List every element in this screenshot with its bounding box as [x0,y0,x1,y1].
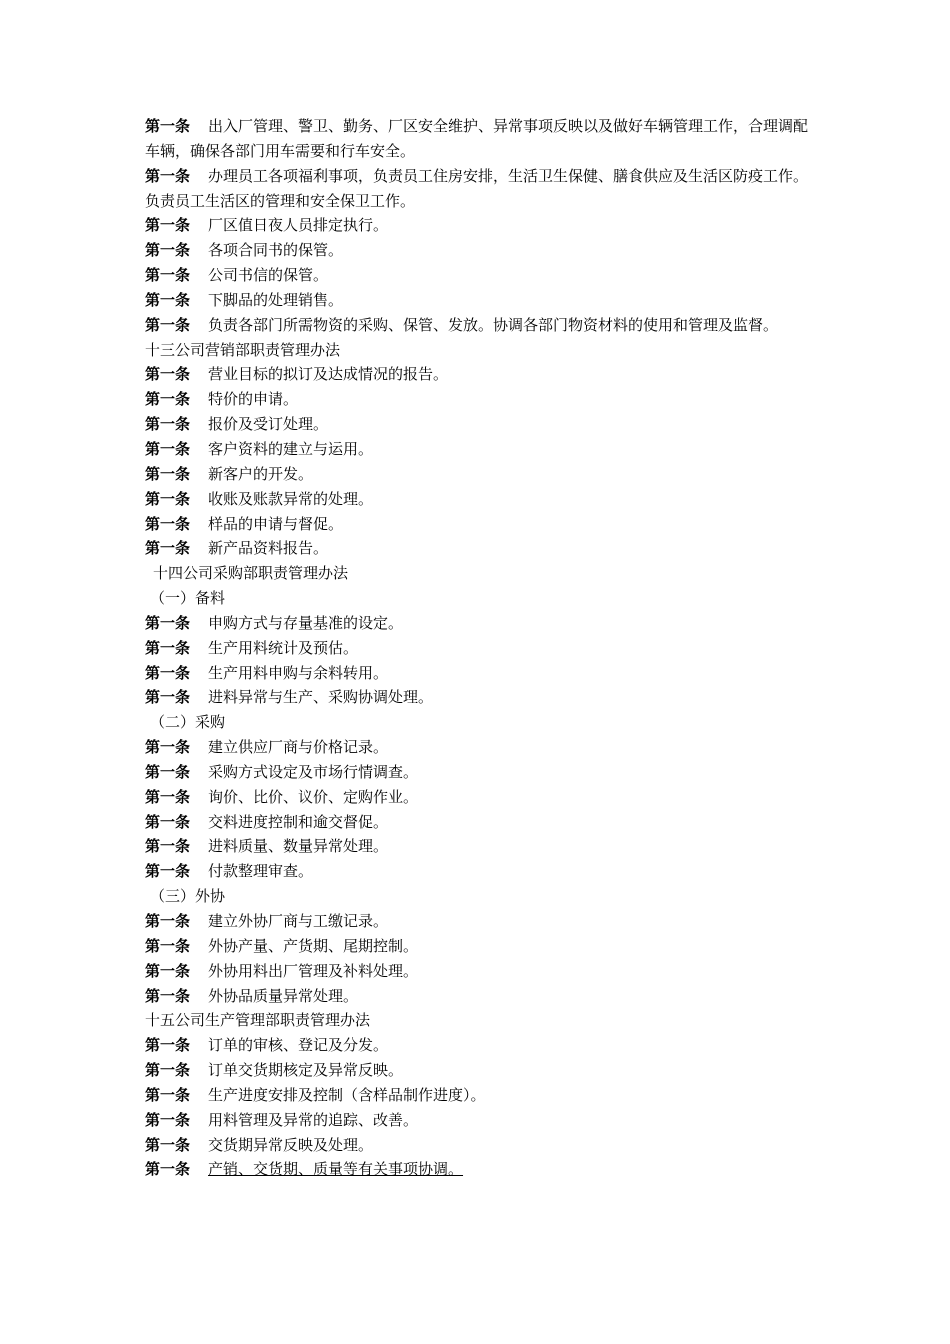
article-text: 负责各部门所需物资的采购、保管、发放。协调各部门物资材料的使用和管理及监督。 [208,315,779,334]
section-heading: 十三公司营销部职责管理办法 [145,340,341,359]
article-line [145,760,813,785]
article-label: 第一条 [145,539,191,558]
article-label: 第一条 [145,241,191,260]
article-label: 第一条 [145,117,191,135]
article-text: 客户资料的建立与运用。 [208,439,374,458]
article-line [145,412,813,437]
article-text: 样品的申请与督促。 [208,514,344,533]
article-text: 生产进度安排及控制（含样品制作进度）。 [208,1085,486,1104]
article-text: 交货期异常反映及处理。 [208,1135,374,1154]
article-text: 建立外协厂商与工缴记录。 [208,912,389,930]
article-line [145,1157,813,1182]
article-label: 第一条 [145,1085,191,1104]
article-label: 第一条 [145,1061,191,1080]
article-label: 第一条 [145,638,191,657]
article-label: 第一条 [145,688,191,707]
article-text: 建立供应厂商与价格记录。 [208,738,389,757]
article-line [145,1133,813,1158]
article-text: 出入厂管理、警卫、勤务、厂区安全维护、异常事项反映以及做好车辆管理工作，合理调配车辆，确保各部门用车需要和行车安全。 [145,117,809,160]
article-line [145,909,813,934]
article-paragraph [145,164,813,214]
article-line [145,288,813,313]
article-line [145,959,813,984]
article-label: 第一条 [145,489,191,508]
article-line [145,810,813,835]
article-text: 公司书信的保管。 [208,266,329,285]
article-text: 询价、比价、议价、定购作业。 [208,787,419,806]
article-line [145,1058,813,1083]
article-text: 外协产量、产货期、尾期控制。 [208,936,419,955]
article-label: 第一条 [145,936,191,955]
article-paragraph [145,114,813,164]
article-text: 外协品质量异常处理。 [208,986,359,1005]
article-line [145,785,813,810]
article-text: 产销、交货期、质量等有关事项协调。 [208,1160,464,1179]
article-line [145,1033,813,1058]
article-line [145,834,813,859]
article-line [145,362,813,387]
article-text: 生产用料统计及预估。 [208,638,359,657]
article-label: 第一条 [145,738,191,757]
article-label: 第一条 [145,464,191,483]
article-line [145,685,813,710]
article-line [145,437,813,462]
article-text: 订单交货期核定及异常反映。 [208,1061,404,1080]
article-text: 付款整理审查。 [208,862,314,881]
article-label: 第一条 [145,415,191,434]
article-line [145,238,813,263]
article-text: 特价的申请。 [208,390,299,409]
article-text: 收账及账款异常的处理。 [208,489,374,508]
article-label: 第一条 [145,1160,191,1179]
article-line [145,462,813,487]
article-label: 第一条 [145,166,191,185]
article-text: 生产用料申购与余料转用。 [208,663,389,682]
article-label: 第一条 [145,787,191,806]
article-label: 第一条 [145,216,191,235]
article-text: 厂区值日夜人员排定执行。 [208,216,389,235]
article-text: 申购方式与存量基准的设定。 [208,613,404,632]
article-text: 采购方式设定及市场行情调查。 [208,762,419,781]
article-text: 办理员工各项福利事项，负责员工住房安排，生活卫生保健、膳食供应及生活区防疫工作。负责员工生活区的管理和安全保卫工作。 [145,166,809,210]
article-text: 进料质量、数量异常处理。 [208,837,389,856]
article-line [145,536,813,561]
article-text: 外协用料出厂管理及补料处理。 [208,961,419,980]
article-line [145,1108,813,1133]
article-line [145,661,813,686]
article-line [145,611,813,636]
subsection-heading: （三）外协 [150,887,226,906]
article-line [145,387,813,412]
article-text: 进料异常与生产、采购协调处理。 [208,688,434,707]
article-label: 第一条 [145,812,191,831]
article-label: 第一条 [145,663,191,682]
article-line [145,934,813,959]
article-label: 第一条 [145,1036,191,1055]
article-text: 各项合同书的保管。 [208,241,344,260]
article-line [145,636,813,661]
article-line [145,735,813,760]
article-line [145,859,813,884]
article-line [145,1083,813,1108]
article-label: 第一条 [145,961,191,980]
article-line [145,512,813,537]
article-line [145,213,813,238]
article-line [145,984,813,1009]
article-text: 订单的审核、登记及分发。 [208,1036,389,1055]
section-heading: 十四公司采购部职责管理办法 [153,564,349,583]
article-line [145,263,813,288]
article-text: 新产品资料报告。 [208,539,329,558]
article-label: 第一条 [145,912,191,930]
document-page [145,114,813,1182]
article-label: 第一条 [145,365,191,384]
article-text: 报价及受订处理。 [208,415,329,434]
section-heading: 十五公司生产管理部职责管理办法 [145,1011,371,1030]
article-text: 用料管理及异常的追踪、改善。 [208,1110,419,1129]
article-label: 第一条 [145,514,191,533]
article-label: 第一条 [145,986,191,1005]
article-label: 第一条 [145,390,191,409]
article-text: 营业目标的拟订及达成情况的报告。 [208,365,449,384]
article-label: 第一条 [145,439,191,458]
article-paragraph [145,313,813,338]
article-text: 下脚品的处理销售。 [208,290,344,309]
article-text: 交料进度控制和逾交督促。 [208,812,389,831]
article-line [145,487,813,512]
article-label: 第一条 [145,837,191,856]
article-label: 第一条 [145,266,191,285]
article-label: 第一条 [145,862,191,881]
subsection-heading: （一）备料 [150,589,226,608]
article-label: 第一条 [145,1135,191,1154]
article-label: 第一条 [145,290,191,309]
article-label: 第一条 [145,1110,191,1129]
subsection-heading: （二）采购 [150,713,226,732]
article-text: 新客户的开发。 [208,464,314,483]
article-label: 第一条 [145,315,191,334]
article-label: 第一条 [145,762,191,781]
article-label: 第一条 [145,613,191,632]
